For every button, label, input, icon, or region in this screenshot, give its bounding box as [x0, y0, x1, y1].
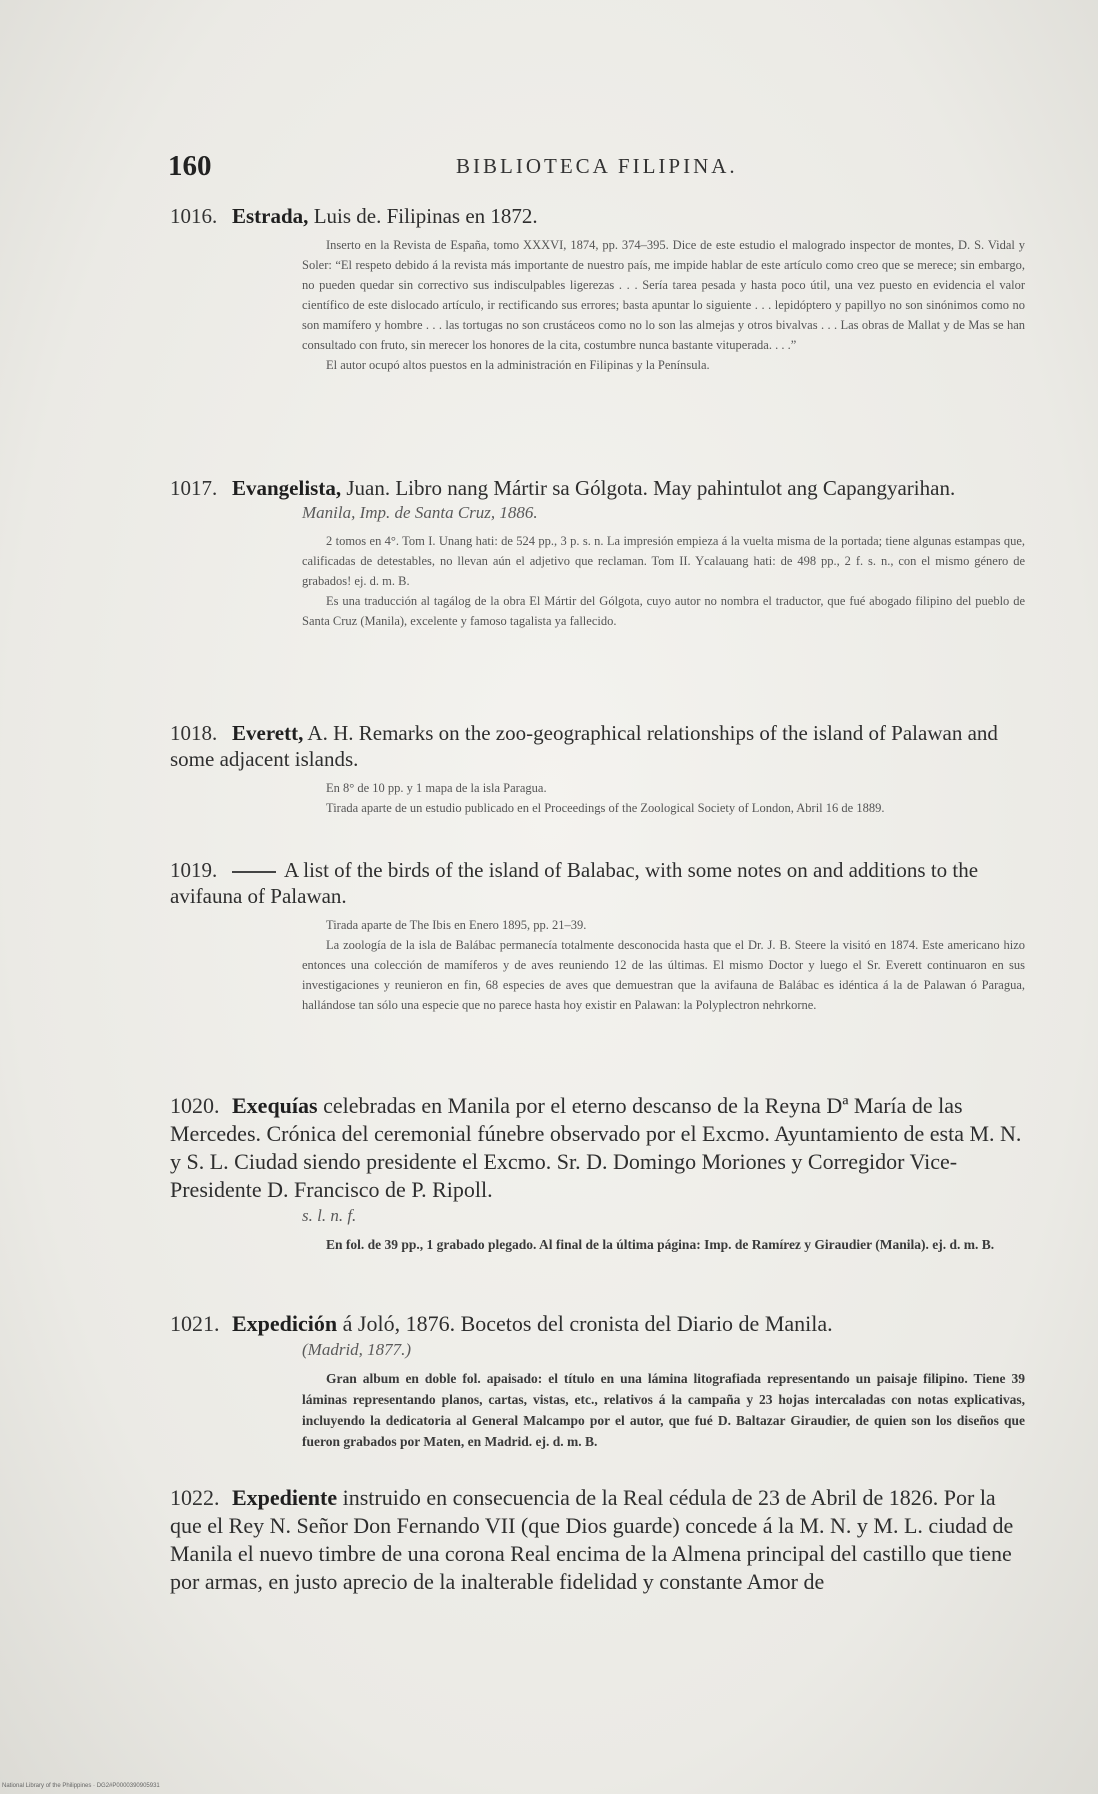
entry-1020 — [170, 1092, 1025, 1255]
entry-author: Exequías — [232, 1093, 318, 1118]
entry-title: A. H. Remarks on the zoo-geographical relationships of the island of Palawan and some adjacent islands. — [170, 721, 998, 771]
entry-note-paragraph: Inserto en la Revista de España, tomo XXXVI, 1874, pp. 374–395. Dice de este estudio el malogrado inspector de montes, D. S. Vidal y Soler: “El respeto debido á la revista más importante de nuestro país, me impide hablar de este artículo como creo que se merece; sin embargo, no pueden quedar sin correctivo sus indisculpables ligerezas . . . Sería tarea pesada y hasta poco útil, una vez puesto en evidencia el valor científico de este dislocado artículo, ir rectificando sus errores; basta apuntar lo siguiente . . . lepidóptero y papillyo no son sinónimos como no son mamífero y hombre . . . las tortugas no son crustáceos como no lo son las almejas y otros bivalvas . . . Las obras de Mallat y de Mas se han consultado con fruto, sin merecer los honores de la cita, costumbre nunca bastante vituperada. . . .” — [302, 238, 1025, 352]
entry-author: Evangelista, — [232, 476, 342, 500]
entry-1022 — [170, 1484, 1025, 1596]
ditto-dash — [232, 871, 276, 873]
entry-number: 1019. — [170, 858, 218, 882]
entry-note-paragraph: Tirada aparte de un estudio publicado en el Proceedings of the Zoological Society of London, Abril 16 de 1889. — [326, 801, 885, 815]
entry-heading — [170, 1092, 1025, 1204]
running-title: BIBLIOTECA FILIPINA. — [456, 154, 738, 178]
entry-heading — [170, 203, 1025, 229]
entry-number: 1020. — [170, 1093, 220, 1118]
entry-heading — [170, 475, 1025, 501]
entry-number: 1017. — [170, 476, 218, 500]
entry-note-paragraph: Tirada aparte de The Ibis en Enero 1895, pp. 21–39. — [326, 918, 587, 932]
entry-notes — [302, 1234, 1025, 1255]
entry-number: 1016. — [170, 204, 218, 228]
entry-notes — [302, 1368, 1025, 1452]
entry-heading — [170, 1310, 1025, 1338]
entry-notes — [302, 778, 1025, 818]
entry-title: A list of the birds of the island of Balabac, with some notes on and additions to the avifauna of Palawan. — [170, 858, 979, 908]
entry-number: 1021. — [170, 1311, 220, 1336]
entry-note-paragraph: El autor ocupó altos puestos en la administración en Filipinas y la Península. — [326, 358, 710, 372]
entry-1018 — [170, 720, 1025, 818]
entry-notes — [302, 531, 1025, 631]
entry-heading — [170, 857, 1025, 909]
entry-note-paragraph: Es una traducción al tagálog de la obra El Mártir del Gólgota, cuyo autor no nombra el traductor, que fué abogado filipino del pueblo de Santa Cruz (Manila), excelente y famoso tagalista ya fallecido. — [302, 594, 1025, 628]
entry-heading — [170, 1484, 1025, 1596]
entry-title: Juan. Libro nang Mártir sa Gólgota. May pahintulot ang Capangyarihan. — [341, 476, 956, 500]
entry-heading — [170, 720, 1025, 772]
entry-note-paragraph: En fol. de 39 pp., 1 grabado plegado. Al final de la última página: Imp. de Ramírez y Giraudier (Manila). ej. d. m. B. — [326, 1237, 995, 1252]
entry-title: instruido en consecuencia de la Real cédula de 23 de Abril de 1826. Por la que el Rey N. Señor Don Fernando VII (que Dios guarde) concede á la M. N. y M. L. ciudad de Manila el nuevo timbre de una corona Real encima de la Almena principal del castillo que tiene por armas, en justo aprecio de la inalterable fidelidad y constante Amor de — [170, 1485, 1014, 1594]
entry-title: á Joló, 1876. Bocetos del cronista del Diario de Manila. — [337, 1311, 833, 1336]
entry-author: Expediente — [232, 1485, 338, 1510]
entry-1017 — [170, 475, 1025, 631]
entry-title: celebradas en Manila por el eterno descanso de la Reyna Dª María de las Mercedes. Crónica del ceremonial fúnebre observado por el Excmo. Ayuntamiento de esta M. N. y S. L. Ciudad siendo presidente el Excmo. Sr. D. Domingo Moriones y Corregidor Vice-Presidente D. Francisco de P. Ripoll. — [170, 1093, 1022, 1202]
entry-notes — [302, 915, 1025, 1015]
entry-note-paragraph: Gran album en doble fol. apaisado: el título en una lámina litografiada representando un paisaje filipino. Tiene 39 láminas representando planos, cartas, vistas, etc., relativos á la campaña y 23 hojas intercaladas con notas explicativas, incluyendo la dedicatoria al General Malcampo por el autor, que fué D. Baltazar Giraudier, de quien son los diseños que fueron grabados por Maten, en Madrid. ej. d. m. B. — [302, 1371, 1025, 1449]
entry-notes — [302, 235, 1025, 375]
entry-number: 1018. — [170, 721, 218, 745]
entry-note-paragraph: 2 tomos en 4°. Tom I. Unang hati: de 524 pp., 3 p. s. n. La impresión empieza á la vuelta misma de la portada; tiene algunas estampas que, calificadas de detestables, no llevan aún el adjetivo que reclaman. Tom II. Ycalauang hati: de 498 pp., 2 f. s. n., con el mismo género de grabados! ej. d. m. B. — [302, 534, 1025, 588]
entry-imprint: Manila, Imp. de Santa Cruz, 1886. — [302, 503, 538, 522]
entry-note-paragraph: En 8° de 10 pp. y 1 mapa de la isla Paragua. — [326, 781, 547, 795]
entry-author: Expedición — [232, 1311, 338, 1336]
entry-imprint: (Madrid, 1877.) — [302, 1340, 412, 1359]
entry-note-paragraph: La zoología de la isla de Balábac permanecía totalmente desconocida hasta que el Dr. J. B. Steere la visitó en 1874. Este americano hizo entonces una colección de mamíferos y de aves reuniendo 12 de las últimas. El mismo Doctor y luego el Sr. Everett continuaron en sus investigaciones y reunieron en fin, 68 especies de aves que demuestran que la avifauna de Balábac es idéntica á la de Palawan ó Paragua, hallándose tan sólo una especie que no parece hasta hoy existir en Palawan: la Polyplectron nehrkorne. — [302, 938, 1025, 1012]
scan-credit: National Library of the Philippines · DG2#P0000390905931 — [2, 1783, 160, 1789]
entry-1019 — [170, 857, 1025, 1015]
entry-title: Luis de. Filipinas en 1872. — [308, 204, 538, 228]
entry-author: Estrada, — [232, 204, 309, 228]
entry-number: 1022. — [170, 1485, 220, 1510]
entry-1021 — [170, 1310, 1025, 1452]
page-number: 160 — [168, 150, 212, 182]
entry-imprint: s. l. n. f. — [302, 1206, 357, 1225]
entry-author: Everett, — [232, 721, 304, 745]
entry-1016 — [170, 203, 1025, 375]
